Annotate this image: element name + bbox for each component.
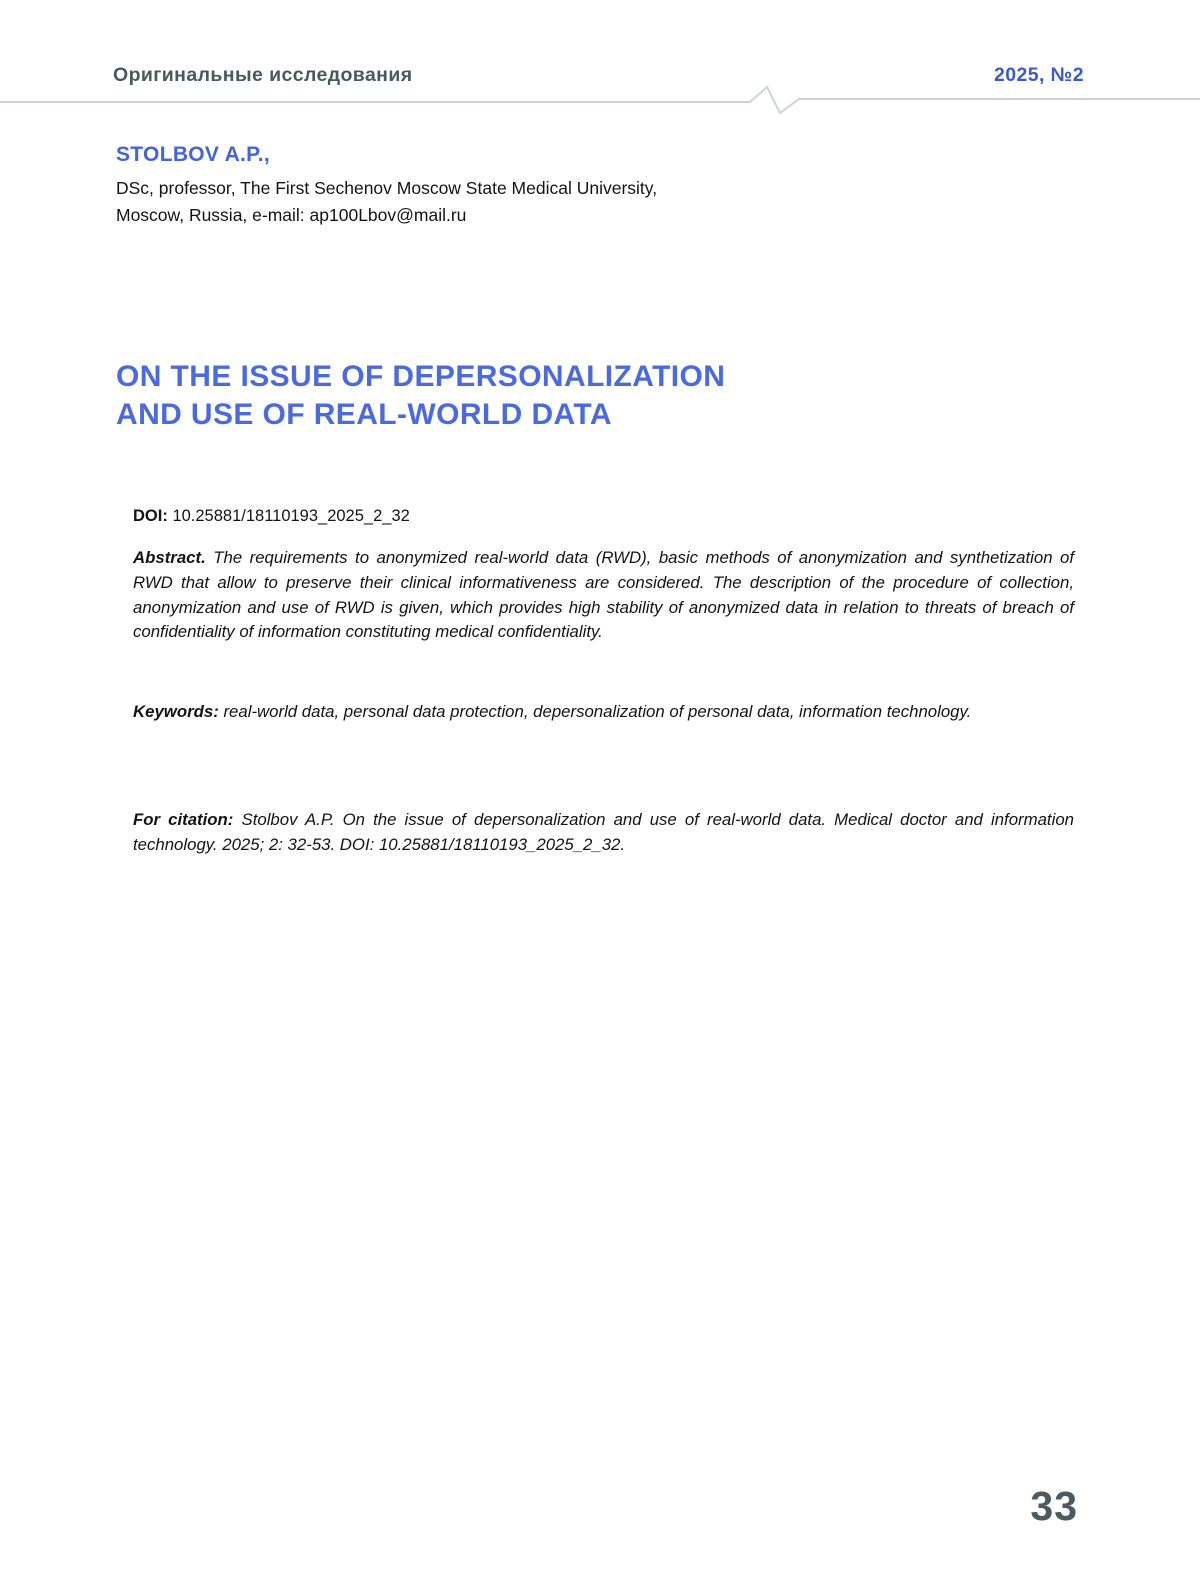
keywords-text: real-world data, personal data protection, depersonalization of personal data, information technology. xyxy=(223,702,972,721)
doi-line xyxy=(133,507,1073,526)
issue-label: 2025, №2 xyxy=(994,64,1084,86)
article-title-line2: AND USE OF REAL-WORLD DATA xyxy=(116,398,612,431)
doi-value: 10.25881/18110193_2025_2_32 xyxy=(172,507,410,525)
keywords-label: Keywords: xyxy=(133,702,219,721)
author-block xyxy=(116,143,657,229)
author-affiliation-line1: DSc, professor, The First Sechenov Moscow State Medical University, xyxy=(116,178,658,198)
citation-label: For citation: xyxy=(133,810,234,829)
article-title-line1: ON THE ISSUE OF DEPERSONALIZATION xyxy=(116,360,726,393)
abstract-label: Abstract. xyxy=(133,548,206,567)
header-pulse-rule xyxy=(0,80,1200,120)
keywords-paragraph xyxy=(133,700,1074,725)
author-affiliation-line2: Moscow, Russia, e-mail: ap100Lbov@mail.ru xyxy=(116,205,467,225)
article-title xyxy=(116,358,936,434)
author-name: STOLBOV A.P., xyxy=(116,143,271,166)
doi-label: DOI: xyxy=(133,507,168,525)
citation-text: Stolbov A.P. On the issue of depersonalization and use of real-world data. Medical doctor and information technology. 2025; 2: 32-53. DOI: 10.25881/18110193_2025_2_32. xyxy=(133,810,1074,854)
pulse-line xyxy=(0,87,1200,113)
citation-paragraph xyxy=(133,808,1074,858)
page-number: 33 xyxy=(1030,1483,1078,1529)
abstract-text: The requirements to anonymized real-world data (RWD), basic methods of anonymization and synthetization of RWD that allow to preserve their clinical informativeness are considered. The description of the procedure of collection, anonymization and use of RWD is given, which provides high stability of anonymized data in relation to threats of breach of confidentiality of information constituting medical confidentiality. xyxy=(133,548,1074,642)
section-label: Оригинальные исследования xyxy=(113,64,413,86)
abstract-paragraph xyxy=(133,546,1074,645)
